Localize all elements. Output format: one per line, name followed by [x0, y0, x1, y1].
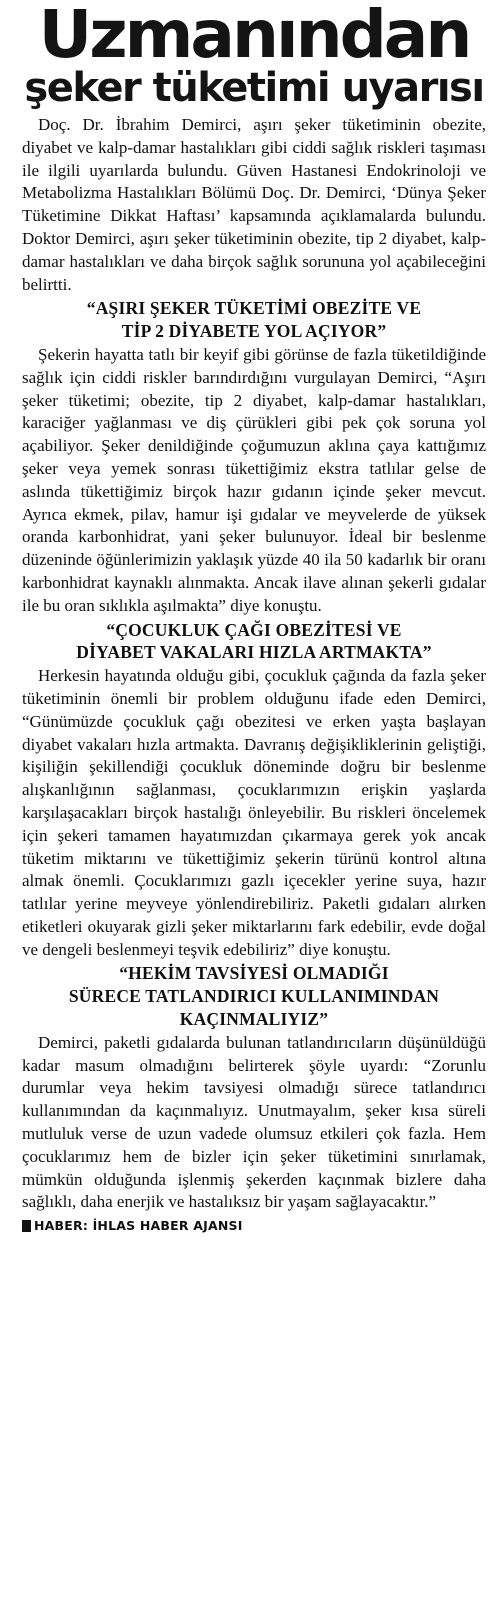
subhead-1-line-2: TİP 2 DİYABETE YOL AÇIYOR”: [121, 321, 387, 342]
subhead-1: [22, 297, 486, 343]
subhead-3-line-3: KAÇINMALIYIZ”: [179, 1009, 329, 1030]
paragraph-sweeteners: Demirci, paketli gıdalarda bulunan tatlandırıcıların düşünüldüğü kadar masum olmadığını belirterek şöyle uyardı: “Zorunlu durumlar veya hekim tavsiyesi olmadığı sürece tatlandırıcı kullanımından da kaçınmalıyız. Unutmayalım, şeker kısa süreli mutluluk verse de uzun vadede olumsuz etkileri çok fazla. Hem çocuklarımız hem de bizler için şeker tüketimini sınırlamak, mümkün olduğunda işlenmiş şekerden kaçınmak bizlere daha sağlıklı, daha enerjik ve hastalıksız bir yaşam sağlayacaktır.”: [22, 1032, 486, 1212]
subhead-2: [22, 619, 486, 665]
subhead-2-line-1: “ÇOCUKLUK ÇAĞI OBEZİTESİ VE: [106, 619, 402, 640]
headline-line-2: şeker tüketimi uyarısı: [24, 65, 484, 111]
paragraph-intro: Doç. Dr. İbrahim Demirci, aşırı şeker tüketiminin obezite, diyabet ve kalp-damar hastalıkları gibi ciddi sağlık riskleri taşıması ile ilgili uyarılarda bulundu. Güven Hastanesi Endokrinoloji ve Metabolizma Hastalıkları Bölümü Doç. Dr. Demirci, ‘Dünya Şeker Tüketimine Dikkat Haftası’ kapsamında açıklamalarda bulundu. Doktor Demirci, aşırı şeker tüketiminin obezite, tip 2 diyabet, kalp-damar hastalıkları ve daha birçok sağlık sorununa yol açabileceğini belirtti.: [22, 115, 486, 294]
headline-line-1: Uzmanından: [38, 0, 470, 73]
source-credit-text: HABER: İHLAS HABER AJANSI: [34, 1218, 243, 1234]
subhead-3-line-2: SÜRECE TATLANDIRICI KULLANIMINDAN: [68, 986, 440, 1007]
headline: [22, 0, 486, 110]
source-credit: [22, 1218, 486, 1234]
black-square-icon: [22, 1220, 31, 1232]
article-body: [22, 114, 486, 1234]
subhead-2-line-2: DİYABET VAKALARI HIZLA ARTMAKTA”: [76, 642, 432, 663]
paragraph-childhood-obesity: Herkesin hayatında olduğu gibi, çocukluk çağında da fazla şeker tüketiminin önemli bir problem olduğunu ifade eden Demirci, “Günümüzde çocukluk çağı obezitesi ve erken yaşta başlayan diyabet vakaları hızla artmakta. Davranış değişikliklerinin geliştiği, kişiliğin şekillendiği çocukluk döneminde doğru bir beslenme alışkanlığının sağlanması, çocuklarımızın erişkin yaşlarda karşılaşacakları birçok hastalığı önleyebilir. Bu riskleri öncelemek için şekeri tamamen hayatımızdan çıkarmaya gerek yok ancak tüketim miktarını ve tükettiğimiz şekerin türünü kontrol altına almak önemli. Çocuklarımızı gazlı içecekler yerine suya, hazır tatlılar yerine meyveye yönlendirebiliriz. Paketli gıdaları alırken etiketleri okuyarak gizli şeker miktarlarını fark edebilir, evde doğal ve dengeli beslenmeyi teşvik edebiliriz” diye konuştu.: [22, 666, 486, 959]
subhead-1-line-1: “AŞIRI ŞEKER TÜKETİMİ OBEZİTE VE: [86, 298, 422, 319]
subhead-3: [22, 962, 486, 1030]
paragraph-sugar-risks: Şekerin hayatta tatlı bir keyif gibi görünse de fazla tüketildiğinde sağlık için ciddi riskler barındırdığını vurgulayan Demirci, “Aşırı şeker tüketimi; obezite, tip 2 diyabet, kalp-damar hastalıkları, karaciğer yağlanması ve diş çürükleri gibi pek çok soruna yol açabiliyor. Şeker denildiğinde çoğumuzun aklına çaya kattığımız şeker veya yemek sonrası tükettiğimiz ekstra tatlılar gelse de aslında tükettiğimiz birçok hazır gıdanın içinde şeker mevcut. Ayrıca ekmek, pilav, hamur işi gıdalar ve meyvelerde de yüksek oranda karbonhidrat, yani şeker bulunuyor. İdeal bir beslenme düzeninde öğünlerimizin yaklaşık yüzde 40 ila 50 kadarlık bir oranı karbonhidrat kaynaklı alınmakta. Ancak ilave alınan şekerli gıdalar ile bu oran sıklıkla aşılmakta” diye konuştu.: [22, 344, 486, 615]
subhead-3-line-1: “HEKİM TAVSİYESİ OLMADIĞI: [119, 963, 389, 984]
